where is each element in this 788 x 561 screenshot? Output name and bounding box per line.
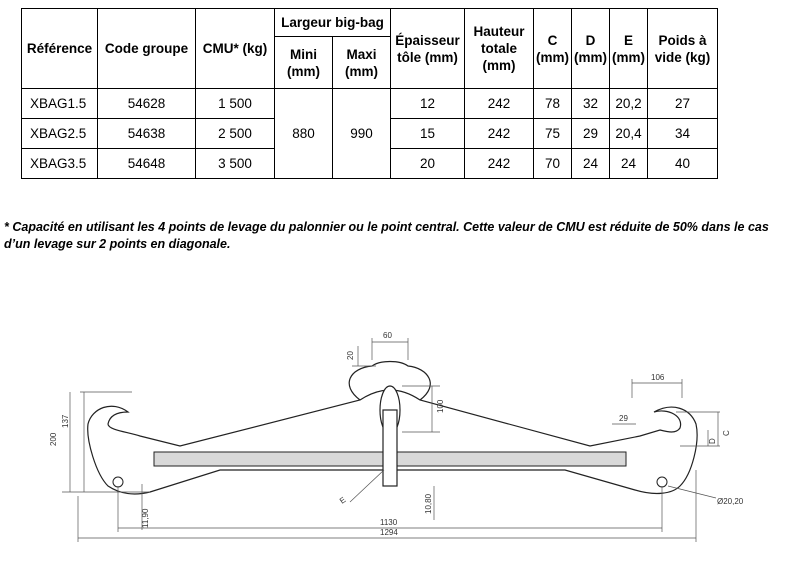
cell-cmu: 1 500 (196, 89, 275, 119)
dim-e-label: E (337, 495, 348, 506)
cell-reference: XBAG3.5 (22, 149, 98, 179)
header-d: D (mm) (572, 9, 610, 89)
capacity-footnote: * Capacité en utilisant les 4 points de levage du palonnier ou le point central. Cette valeur de CMU est réduite de 50% dans le cas d’un levage sur 2 points en diagonale. (4, 220, 769, 251)
header-mini: Mini (mm) (275, 37, 333, 89)
cell-c: 78 (534, 89, 572, 119)
cell-thickness: 12 (391, 89, 465, 119)
dim-29-label: 29 (619, 414, 628, 423)
cell-cmu: 3 500 (196, 149, 275, 179)
header-weight: Poids à vide (kg) (648, 9, 718, 89)
cell-weight: 27 (648, 89, 718, 119)
cell-weight: 34 (648, 119, 718, 149)
header-reference: Référence (22, 9, 98, 89)
cell-cmu: 2 500 (196, 119, 275, 149)
header-thickness: Épaisseur tôle (mm) (391, 9, 465, 89)
cell-e: 20,4 (610, 119, 648, 149)
cell-width-mini: 880 (275, 89, 333, 179)
cell-group-code: 54638 (98, 119, 196, 149)
header-cmu: CMU* (kg) (196, 9, 275, 89)
dim-1080-label: 10,80 (424, 493, 433, 514)
cell-group-code: 54628 (98, 89, 196, 119)
cell-reference: XBAG1.5 (22, 89, 98, 119)
dim-20-label: 20 (346, 351, 355, 360)
dim-60-label: 60 (383, 331, 392, 340)
cell-e: 20,2 (610, 89, 648, 119)
dim-1294-label: 1294 (380, 528, 398, 537)
cell-d: 32 (572, 89, 610, 119)
header-group-code: Code groupe (98, 9, 196, 89)
cell-height: 242 (465, 149, 534, 179)
central-lifting-plate (383, 410, 397, 486)
dim-200-label: 200 (49, 432, 58, 446)
header-height: Hauteur totale (mm) (465, 9, 534, 89)
right-lifting-hole (657, 477, 667, 487)
cell-height: 242 (465, 89, 534, 119)
dim-100-label: 100 (436, 399, 445, 413)
dim-1190-label: 11,90 (141, 508, 150, 528)
cell-weight: 40 (648, 149, 718, 179)
cell-d: 24 (572, 149, 610, 179)
left-lifting-hole (113, 477, 123, 487)
dim-d-label: D (708, 438, 717, 444)
cell-thickness: 15 (391, 119, 465, 149)
header-c: C (mm) (534, 9, 572, 89)
cell-height: 242 (465, 119, 534, 149)
cell-c: 70 (534, 149, 572, 179)
dim-137-label: 137 (61, 414, 70, 428)
dim-1130-label: 1130 (380, 518, 398, 527)
cell-c: 75 (534, 119, 572, 149)
cell-d: 29 (572, 119, 610, 149)
dim-hole-diameter-label: Ø20,20 (717, 497, 744, 506)
cell-thickness: 20 (391, 149, 465, 179)
header-bigbag-width: Largeur big-bag (275, 9, 391, 37)
cell-group-code: 54648 (98, 149, 196, 179)
cell-e: 24 (610, 149, 648, 179)
cell-width-maxi: 990 (333, 89, 391, 179)
header-e: E (mm) (610, 9, 648, 89)
dim-c-label: C (722, 430, 731, 436)
dim-106-label: 106 (651, 373, 665, 382)
cell-reference: XBAG2.5 (22, 119, 98, 149)
header-maxi: Maxi (mm) (333, 37, 391, 89)
